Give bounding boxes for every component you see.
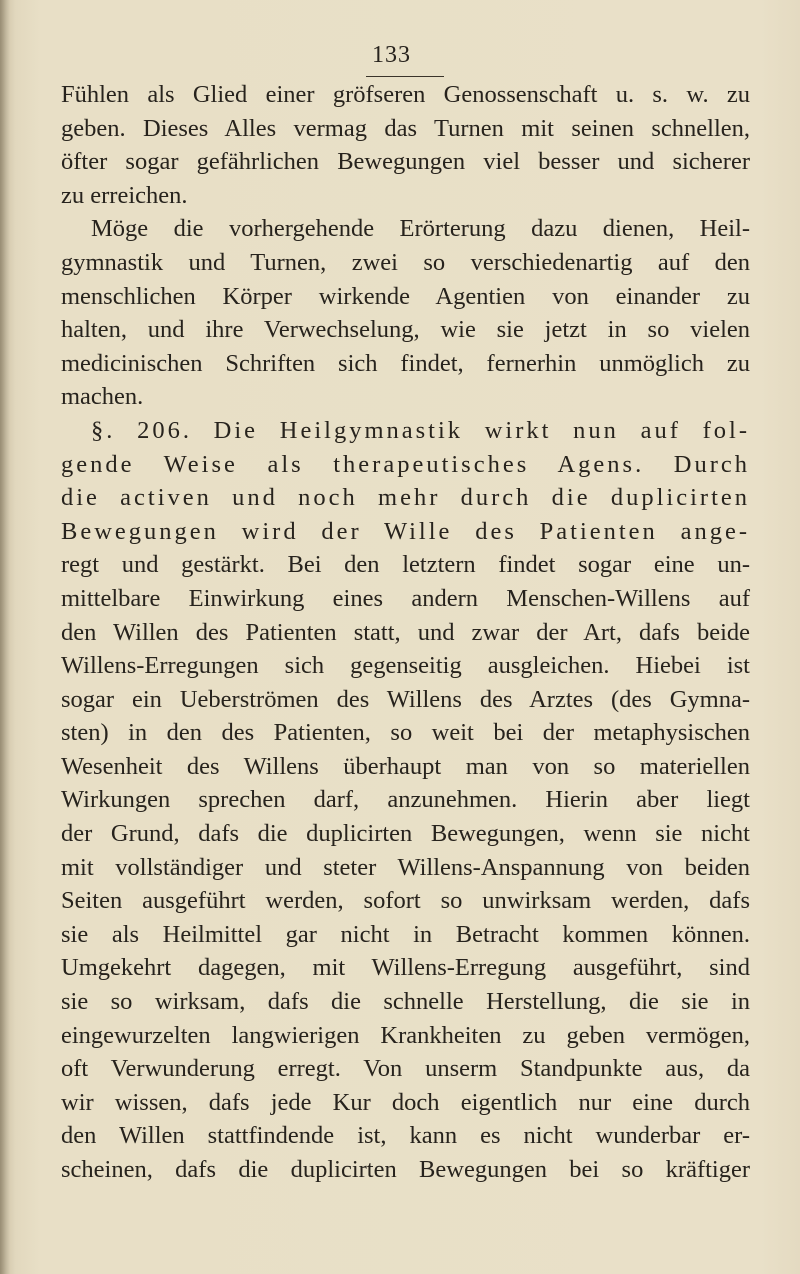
text-line: gymnastik und Turnen, zwei so verschiedenartig auf den: [61, 248, 750, 276]
text-line: der Grund, dafs die duplicirten Bewegungen, wenn sie nicht: [61, 820, 750, 848]
page-number: 133: [372, 42, 462, 71]
text-line: den Willen stattfindende ist, kann es nicht wunderbar er-: [61, 1122, 750, 1150]
text-line: Wirkungen sprechen darf, anzunehmen. Hierin aber liegt: [61, 786, 750, 814]
text-line: machen.: [61, 383, 144, 411]
text-line: wir wissen, dafs jede Kur doch eigentlich nur eine durch: [61, 1088, 750, 1116]
binding-shadow: [0, 0, 10, 1274]
text-line: halten, und ihre Verwechselung, wie sie jetzt in so vielen: [61, 316, 750, 344]
text-line: öfter sogar gefährlichen Bewegungen viel besser und sicherer: [61, 148, 750, 176]
section-heading-line: Bewegungen wird der Wille des Patienten ange-: [61, 517, 750, 545]
text-line: Umgekehrt dagegen, mit Willens-Erregung ausgeführt, sind: [61, 954, 750, 982]
text-line: mittelbare Einwirkung eines andern Menschen-Willens auf: [61, 584, 750, 612]
section-heading-line: die activen und noch mehr durch die duplicirten: [61, 484, 750, 512]
text-line: medicinischen Schriften sich findet, fernerhin unmöglich zu: [61, 349, 750, 377]
text-line: Möge die vorhergehende Erörterung dazu dienen, Heil-: [91, 215, 750, 243]
text-line: scheinen, dafs die duplicirten Bewegungen bei so kräftiger: [61, 1156, 750, 1183]
text-line: Willens-Erregungen sich gegenseitig ausgleichen. Hiebei ist: [61, 652, 750, 680]
text-line: mit vollständiger und steter Willens-Anspannung von beiden: [61, 853, 750, 881]
text-line: sten) in den des Patienten, so weit bei der metaphysischen: [61, 719, 750, 747]
text-line: Fühlen als Glied einer gröfseren Genossenschaft u. s. w. zu: [61, 81, 750, 108]
text-line: sie als Heilmittel gar nicht in Betracht kommen können.: [61, 920, 750, 948]
text-line: menschlichen Körper wirkende Agentien von einander zu: [61, 282, 750, 310]
section-heading-line: gende Weise als therapeutisches Agens. Durch: [61, 450, 750, 478]
text-line: geben. Dieses Alles vermag das Turnen mit seinen schnellen,: [61, 114, 750, 142]
text-line: sogar ein Ueberströmen des Willens des Arztes (des Gymna-: [61, 685, 750, 713]
text-line: oft Verwunderung erregt. Von unserm Standpunkte aus, da: [61, 1055, 750, 1083]
text-line: den Willen des Patienten statt, und zwar der Art, dafs beide: [61, 618, 750, 646]
text-line: zu erreichen.: [61, 181, 188, 209]
text-line: sie so wirksam, dafs die schnelle Herstellung, die sie in: [61, 988, 750, 1016]
text-line: regt und gestärkt. Bei den letztern findet sogar eine un-: [61, 551, 750, 579]
section-heading-line: §. 206. Die Heilgymnastik wirkt nun auf fol-: [91, 416, 750, 444]
body-text: [61, 78, 750, 1187]
text-line: eingewurzelten langwierigen Krankheiten zu geben vermögen,: [61, 1021, 750, 1049]
text-line: Seiten ausgeführt werden, sofort so unwirksam werden, dafs: [61, 887, 750, 915]
text-line: Wesenheit des Willens überhaupt man von so materiellen: [61, 752, 750, 780]
